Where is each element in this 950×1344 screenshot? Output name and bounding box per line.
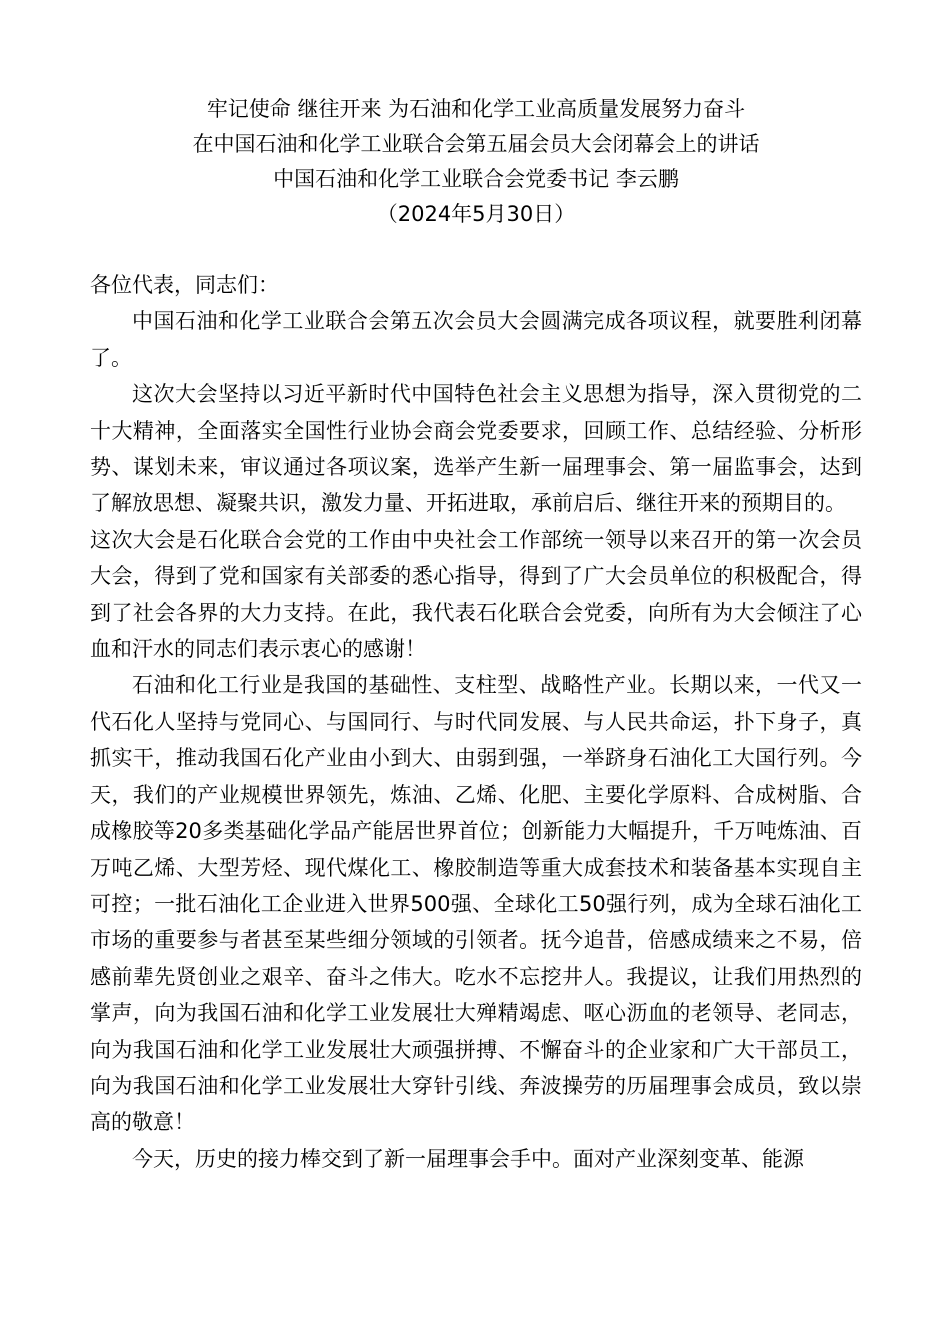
salutation: 各位代表，同志们： (90, 273, 279, 297)
speech-date: （2024年5月30日） (376, 202, 576, 226)
speech-title-block (90, 92, 862, 232)
speaker-line: 中国石油和化学工业联合会党委书记 李云鹏 (273, 167, 679, 191)
body-paragraph-2: 这次大会坚持以习近平新时代中国特色社会主义思想为指导，深入贯彻党的二十大精神，全面落实全国性行业协会商会党委要求，回顾工作、总结经验、分析形势、谋划未来，审议通过各项议案，选举产生新一届理事会、第一届监事会，达到了解放思想、凝聚共识，激发力量、开拓进取，承前启后、继往开来的预期目的。 (90, 382, 862, 516)
body-paragraph-4: 石油和化工行业是我国的基础性、支柱型、战略性产业。长期以来，一代又一代石化人坚持与党同心、与国同行、与时代同发展、与人民共命运，扑下身子，真抓实干，推动我国石化产业由小到大、由弱到强，一举跻身石油化工大国行列。今天，我们的产业规模世界领先，炼油、乙烯、化肥、主要化学原料、合成树脂、合成橡胶等20多类基础化学品产能居世界首位；创新能力大幅提升，千万吨炼油、百万吨乙烯、大型芳烃、现代煤化工、橡胶制造等重大成套技术和装备基本实现自主可控；一批石油化工企业进入世界500强、全球化工50强行列，成为全球石油化工市场的重要参与者甚至某些细分领域的引领者。抚今追昔，倍感成绩来之不易，倍感前辈先贤创业之艰辛、奋斗之伟大。吃水不忘挖井人。我提议，让我们用热烈的掌声，向为我国石油和化学工业发展壮大殚精竭虑、呕心沥血的老领导、老同志，向为我国石油和化学工业发展壮大顽强拼搏、不懈奋斗的企业家和广大干部员工，向为我国石油和化学工业发展壮大穿针引线、奔波操劳的历届理事会成员，致以崇高的敬意！ (90, 673, 862, 1135)
body-paragraph-5: 今天，历史的接力棒交到了新一届理事会手中。面对产业深刻变革、能源 (132, 1146, 804, 1171)
speech-main-title: 牢记使命 继往开来 为石油和化学工业高质量发展努力奋斗 (206, 97, 746, 121)
body-paragraph-1: 中国石油和化学工业联合会第五次会员大会圆满完成各项议程，就要胜利闭幕了。 (90, 309, 862, 370)
document-page (90, 92, 862, 1177)
speech-body (90, 267, 862, 1177)
speech-subtitle: 在中国石油和化学工业联合会第五届会员大会闭幕会上的讲话 (192, 132, 760, 156)
body-paragraph-3: 这次大会是石化联合会党的工作由中央社会工作部统一领导以来召开的第一次会员大会，得到了党和国家有关部委的悉心指导，得到了广大会员单位的积极配合，得到了社会各界的大力支持。在此，我代表石化联合会党委，向所有为大会倾注了心血和汗水的同志们表示衷心的感谢！ (90, 527, 862, 662)
